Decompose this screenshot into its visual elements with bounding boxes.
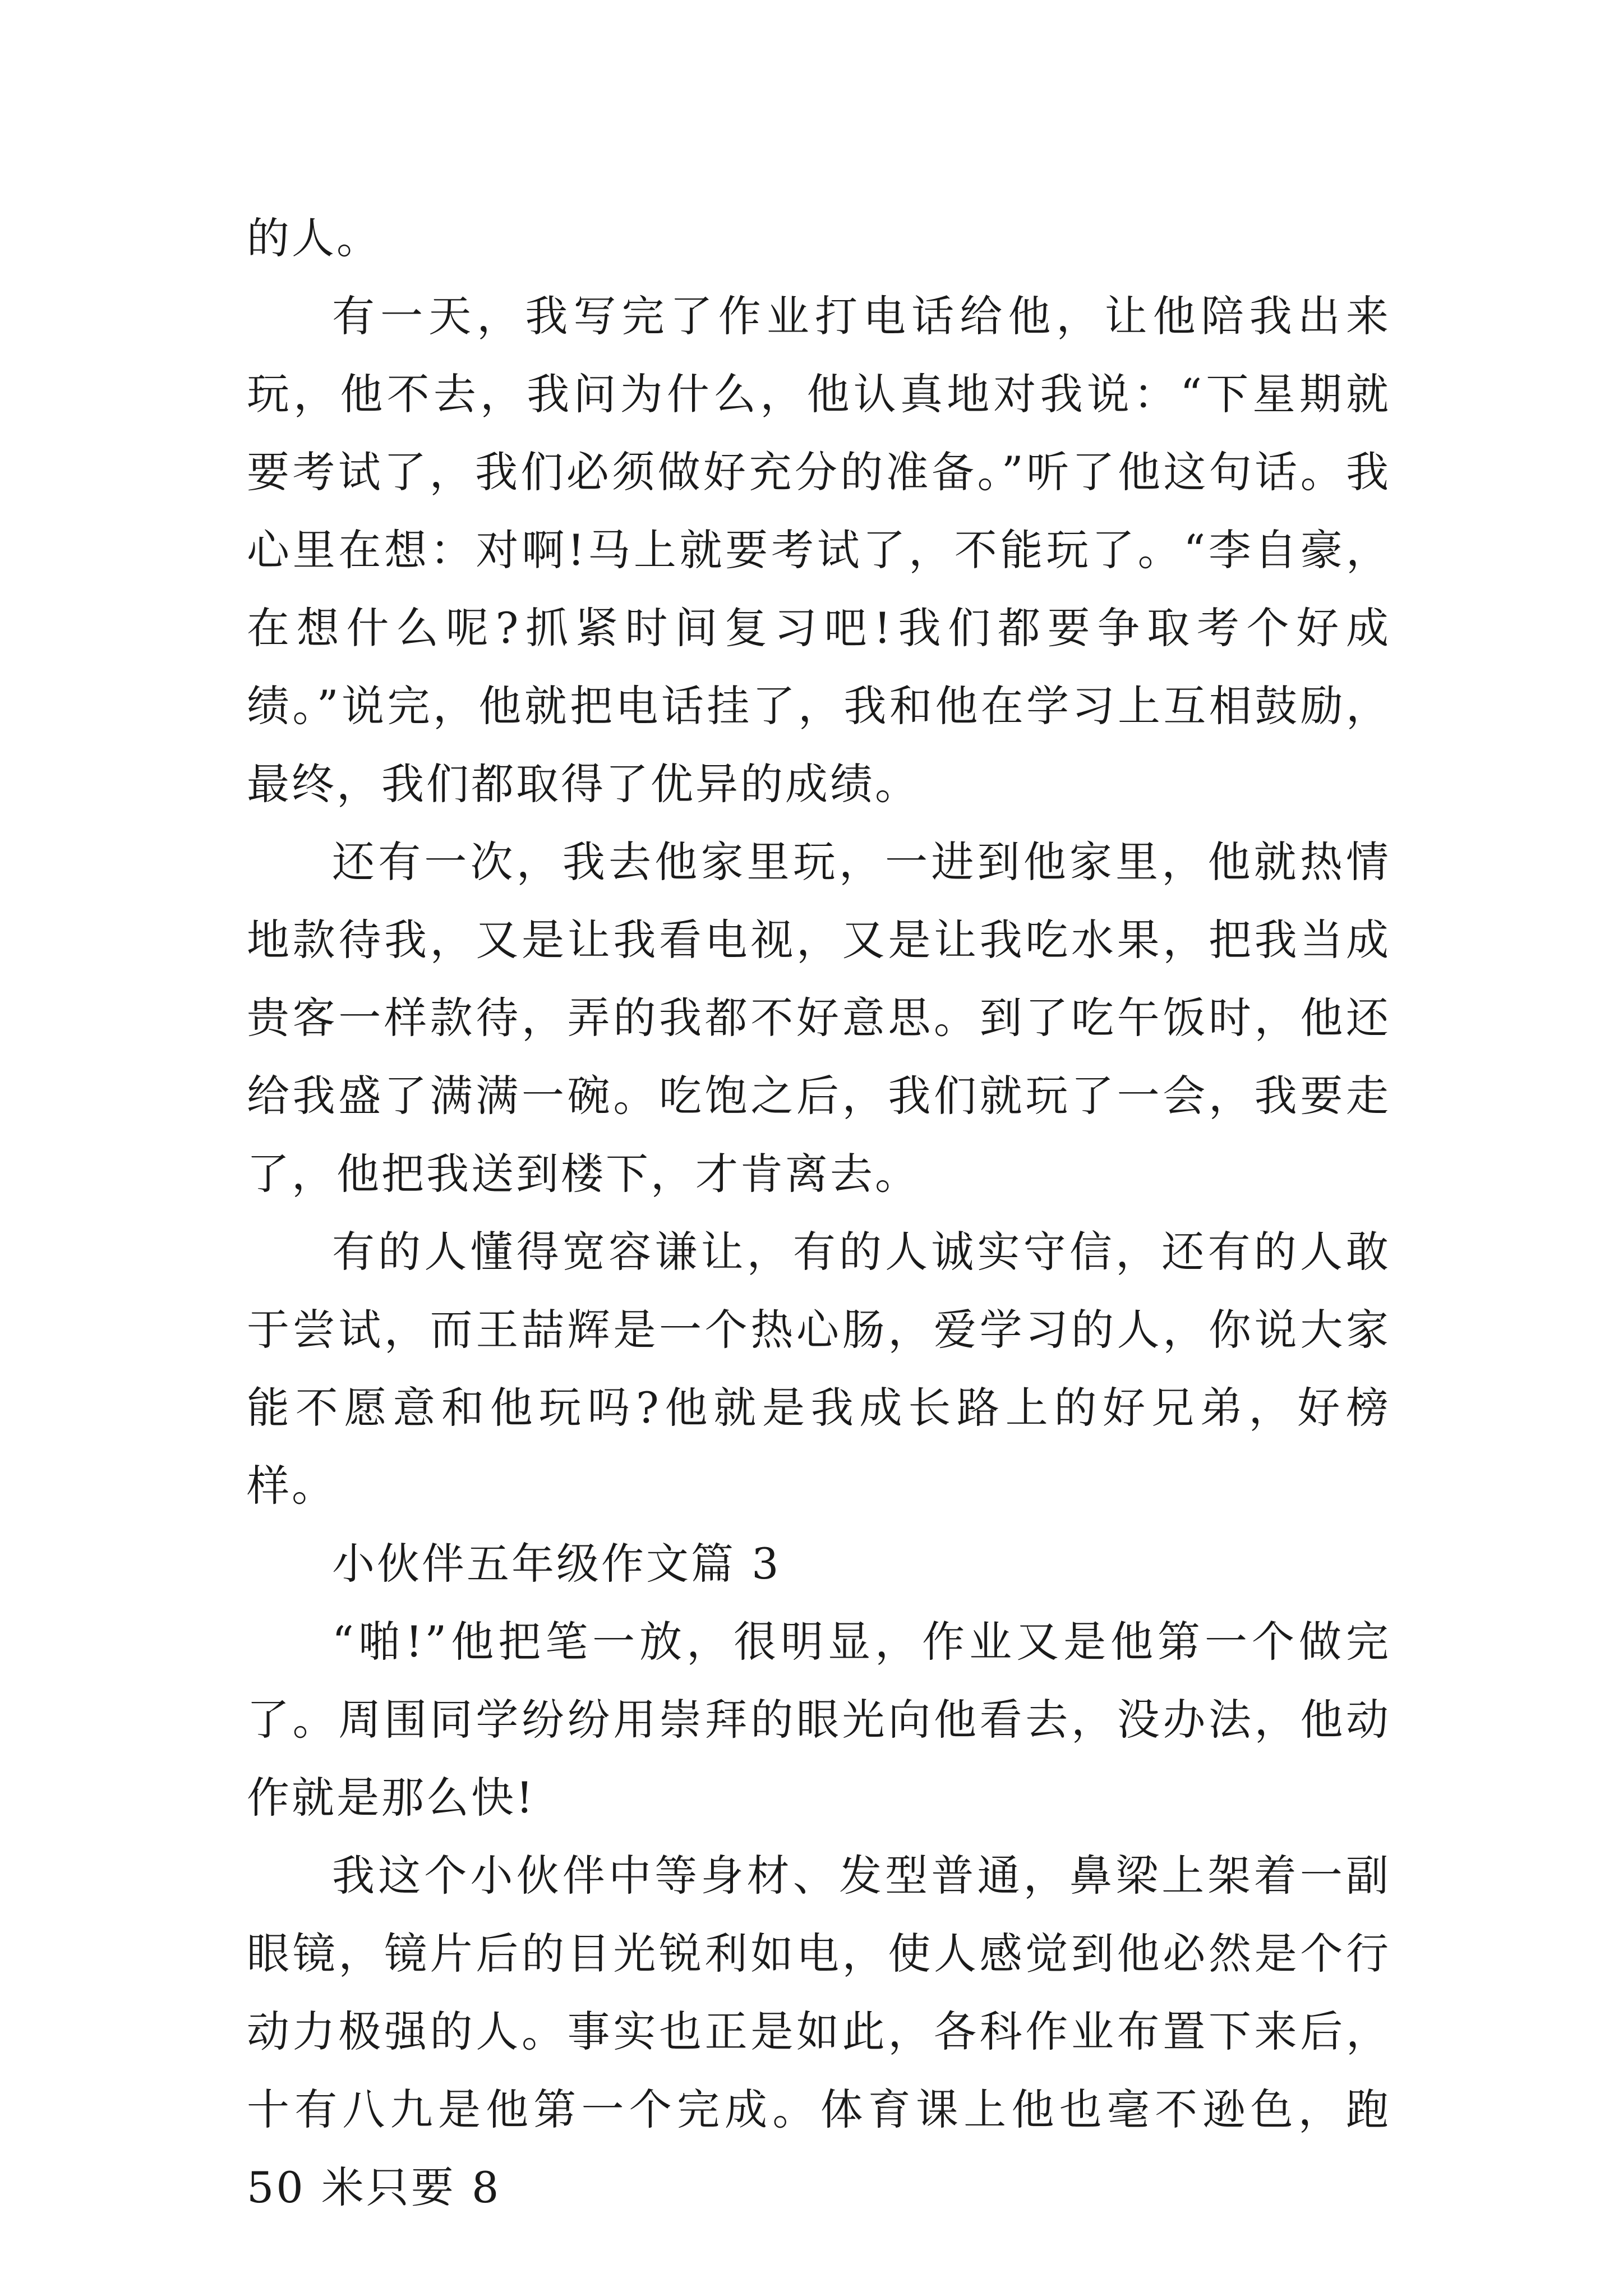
section-heading: 小伙伴五年级作文篇 3 (332, 1539, 781, 1589)
paragraph-phone-call: 有一天，我写完了作业打电话给他，让他陪我出来玩，他不去，我问为什么，他认真地对我说：“下星期就要考试了，我们必须做好充分的准备。”听了他这句话。我心里在想：对啊!马上就要考试了，不能玩了。“李自豪，在想什么呢?抓紧时间复习吧!我们都要争取考个好成绩。”说完，他就把电话挂了，我和他在学习上互相鼓励，最终，我们都取得了优异的成绩。 (247, 291, 1391, 809)
article-body (247, 199, 1391, 2226)
paragraph-visit-home: 还有一次，我去他家里玩，一进到他家里，他就热情地款待我，又是让我看电视，又是让我吃水果，把我当成贵客一样款待，弄的我都不好意思。到了吃午饭时，他还给我盛了满满一碗。吃饱之后，我们就玩了一会，我要走了，他把我送到楼下，才肯离去。 (247, 837, 1391, 1199)
paragraph-continuation: 的人。 (247, 213, 381, 263)
paragraph-summary: 有的人懂得宽容谦让，有的人诚实守信，还有的人敢于尝试，而王喆辉是一个热心肠，爱学习的人，你说大家能不愿意和他玩吗?他就是我成长路上的好兄弟，好榜样。 (247, 1227, 1391, 1511)
paragraph-description: 我这个小伙伴中等身材、发型普通，鼻梁上架着一副眼镜，镜片后的目光锐利如电，使人感觉到他必然是个行动力极强的人。事实也正是如此，各科作业布置下来后，十有八九是他第一个完成。体育课上他也毫不逊色，跑 50 米只要 8 (247, 1851, 1391, 2212)
paragraph-homework-done: “啪!”他把笔一放，很明显，作业又是他第一个做完了。周围同学纷纷用崇拜的眼光向他看去，没办法，他动作就是那么快! (247, 1617, 1391, 1823)
